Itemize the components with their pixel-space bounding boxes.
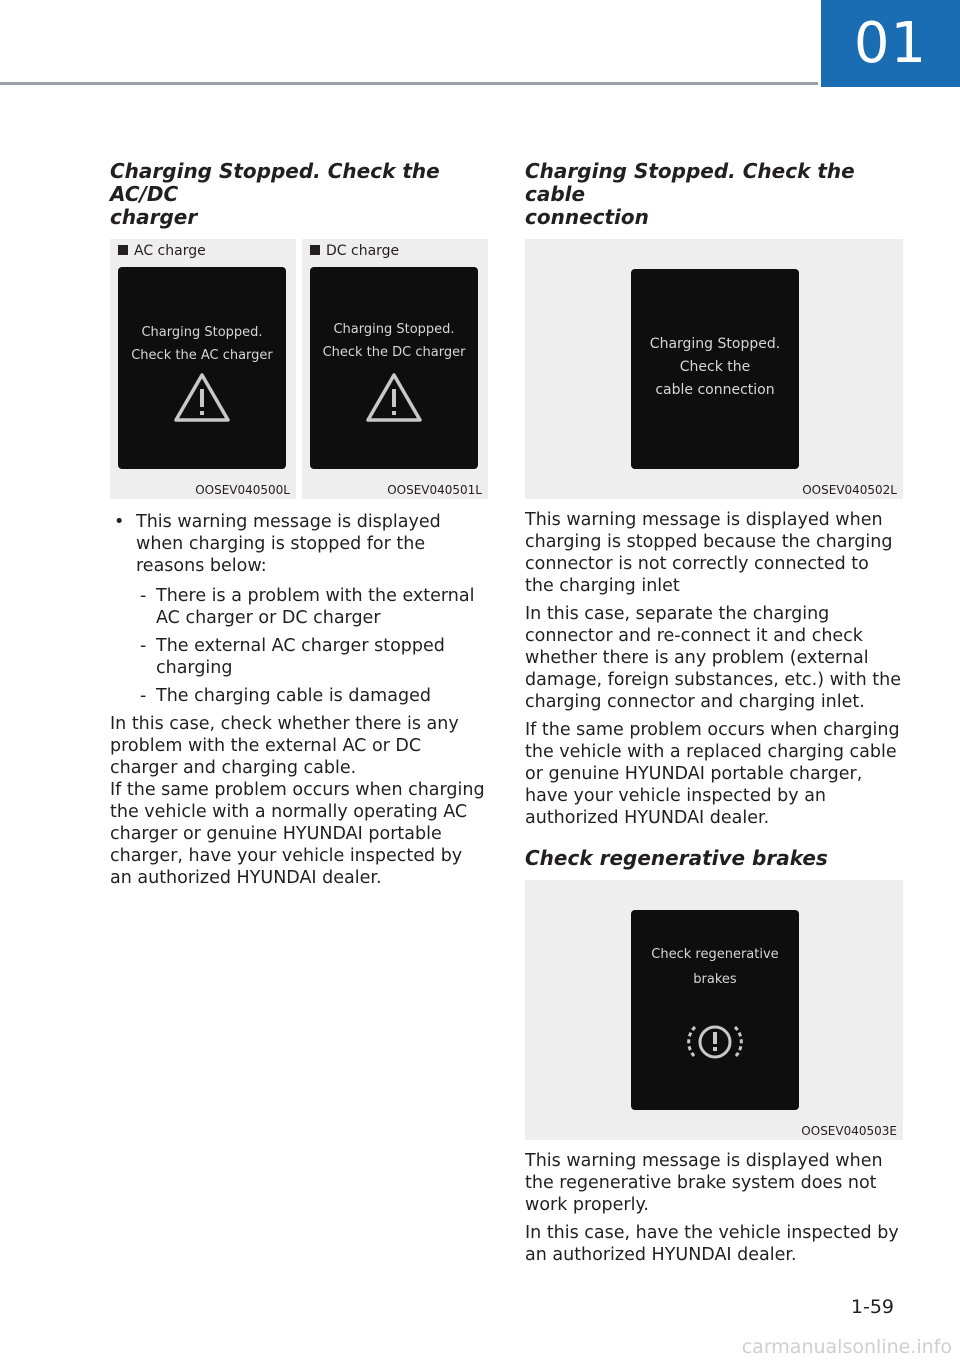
paragraph: If the same problem occurs when charging the vehicle with a replaced charging cable or genuine HYUNDAI portable charger, have your vehicle inspected by an authorized HYUNDAI dealer. <box>525 720 900 828</box>
watermark: carmanualsonline.info <box>741 1336 952 1358</box>
section-title-ac-dc-charger: Charging Stopped. Check the AC/DC charger <box>110 159 440 229</box>
figure-code: OOSEV040500L <box>195 483 290 497</box>
paragraph: In this case, have the vehicle inspected by an authorized HYUNDAI dealer. <box>525 1223 899 1265</box>
screen-message: Charging Stopped. Check the DC charger <box>322 322 466 360</box>
section-title-regenerative-brakes: Check regenerative brakes <box>525 846 828 870</box>
right-column <box>525 160 903 1266</box>
square-bullet-icon <box>118 245 128 255</box>
screen-message: Charging Stopped. Check the cable connection <box>649 336 781 398</box>
page-number: 1-59 <box>850 1296 894 1318</box>
header-rule <box>0 82 818 85</box>
chapter-tab <box>821 0 960 87</box>
list-item: • This warning message is displayed when charging is stopped for the reasons below: - There is a problem with the external AC charger or DC charger - The external AC charger stopped charging - The charging cable is damaged <box>110 511 488 707</box>
paragraph: This warning message is displayed when the regenerative brake system does not work properly. <box>525 1151 883 1215</box>
figure-ac-charge <box>110 239 296 499</box>
screen-message: Check regenerative brakes <box>651 947 779 987</box>
figure-label: DC charge <box>310 243 399 259</box>
bullet-list <box>110 511 488 707</box>
reason-list <box>136 585 488 707</box>
left-column <box>110 160 488 889</box>
figure-code: OOSEV040503E <box>801 1124 897 1138</box>
paragraph: If the same problem occurs when charging the vehicle with a normally operating AC charger or genuine HYUNDAI portable charger, have your vehicle inspected by an authorized HYUNDAI dealer. <box>110 780 485 888</box>
cluster-screen <box>631 269 799 469</box>
figure-code: OOSEV040502L <box>802 483 897 497</box>
figure-regenerative-brakes <box>525 880 903 1140</box>
paragraph: In this case, separate the charging connector and re-connect it and check whether there is any problem (external damage, foreign substances, etc.) with the charging connector and charging inlet. <box>525 604 902 712</box>
list-item: - There is a problem with the external AC charger or DC charger <box>136 585 488 629</box>
list-item: - The external AC charger stopped charging <box>136 635 488 679</box>
list-item: - The charging cable is damaged <box>136 685 488 707</box>
figure-dc-charge <box>302 239 488 499</box>
figure-code: OOSEV040501L <box>387 483 482 497</box>
figure-cable-connection <box>525 239 903 499</box>
charger-figures <box>110 239 488 499</box>
paragraph: In this case, check whether there is any problem with the external AC or DC charger and charging cable. <box>110 714 459 778</box>
warning-triangle-icon <box>365 372 423 424</box>
figure-label: AC charge <box>118 243 206 259</box>
brake-warning-icon <box>685 1018 745 1066</box>
cluster-screen <box>310 267 478 469</box>
cluster-screen <box>118 267 286 469</box>
chapter-number: 01 <box>853 11 928 76</box>
screen-message: Charging Stopped. Check the AC charger <box>131 325 273 363</box>
square-bullet-icon <box>310 245 320 255</box>
cluster-screen <box>631 910 799 1110</box>
section-title-cable-connection: Charging Stopped. Check the cable connection <box>525 159 855 229</box>
warning-triangle-icon <box>173 372 231 424</box>
paragraph: This warning message is displayed when charging is stopped because the charging connector is not correctly connected to the charging inlet <box>525 510 893 596</box>
